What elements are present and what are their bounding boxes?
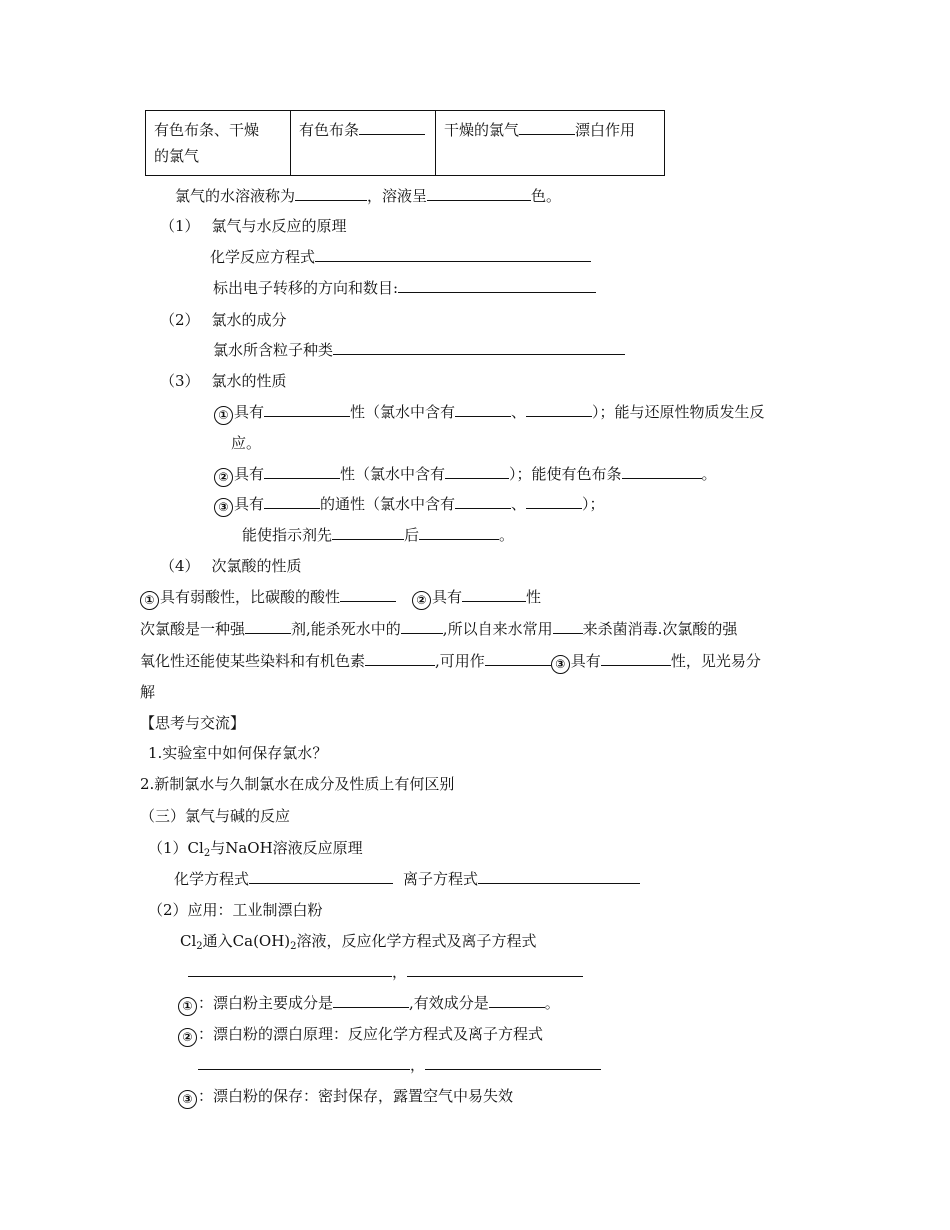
fill-blank[interactable] [398, 278, 596, 293]
section-title: 氯水的成分 [211, 311, 287, 329]
text: 后 [404, 526, 420, 544]
fill-blank[interactable] [264, 402, 350, 417]
circled-number: ① [140, 591, 159, 610]
text: 性，见光易分 [670, 652, 761, 670]
fill-blank[interactable] [264, 464, 340, 479]
property-1-continued [231, 433, 261, 453]
subscript: 2 [196, 941, 203, 952]
text: 具有 [432, 588, 463, 606]
section-2-heading [160, 310, 287, 330]
text: （1）Cl [148, 839, 204, 857]
section-title: 氯水的性质 [211, 372, 287, 390]
fill-blank[interactable] [519, 120, 575, 135]
hclo-property-line-3 [140, 651, 761, 674]
fill-blank[interactable] [553, 619, 583, 634]
fill-blank[interactable] [295, 186, 367, 201]
particles-line [213, 340, 625, 360]
subscript: 2 [290, 941, 297, 952]
circled-number: ① [214, 406, 233, 425]
text: ：漂白粉主要成分是 [198, 994, 334, 1012]
fill-blank[interactable] [359, 120, 425, 135]
naoh-reaction-heading [148, 838, 363, 864]
fill-blank[interactable] [188, 962, 392, 977]
equation-line [210, 247, 591, 267]
application-heading [148, 900, 323, 920]
text: ,可用作 [435, 652, 485, 670]
text: 性（氯水中含有 [340, 465, 446, 483]
text: ：漂白粉的漂白原理：反应化学方程式及离子方程式 [198, 1025, 544, 1043]
table-cell-3 [436, 111, 665, 176]
section-3-heading [160, 371, 287, 391]
bleach-blanks-line [198, 1055, 601, 1075]
text: 氯气的水溶液称为 [175, 187, 296, 205]
caoh2-blanks-line [188, 962, 583, 982]
circled-number: ③ [214, 498, 233, 517]
property-3-continued [242, 525, 514, 545]
text: 具有 [570, 652, 601, 670]
fill-blank[interactable] [333, 993, 409, 1008]
text: 标出电子转移的方向和数目: [213, 279, 399, 297]
text: 具有 [234, 403, 265, 421]
comparison-table [145, 110, 665, 176]
text: 化学反应方程式 [210, 248, 316, 266]
text: 。 [544, 994, 560, 1012]
fill-blank[interactable] [478, 869, 640, 884]
fill-blank[interactable] [601, 651, 671, 666]
text: 、 [511, 495, 527, 513]
bleach-item-3 [178, 1086, 513, 1109]
text: 的通性（氯水中含有 [320, 495, 456, 513]
section-title: 次氯酸的性质 [211, 557, 302, 575]
text: 2.新制氯水与久制氯水在成分及性质上有何区别 [140, 775, 455, 793]
circled-number: ② [412, 591, 431, 610]
circled-number: ③ [551, 655, 570, 674]
section-4-heading [160, 556, 302, 576]
section-number: （4） [160, 557, 200, 575]
question-2 [140, 774, 454, 794]
text: ）；能与还原性物质发生反 [592, 403, 765, 421]
text: ）；能使有色布条 [509, 465, 622, 483]
fill-blank[interactable] [365, 651, 435, 666]
fill-blank[interactable] [462, 587, 526, 602]
text: 具有弱酸性，比碳酸的酸性 [160, 588, 341, 606]
text: 氧化性还能使某些染料和有机色素 [140, 652, 366, 670]
section-number: （1） [160, 217, 200, 235]
fill-blank[interactable] [407, 962, 583, 977]
fill-blank[interactable] [427, 186, 531, 201]
text: 。 [499, 526, 515, 544]
part-3-heading [140, 806, 290, 826]
section-1-heading [160, 216, 347, 236]
table-cell-2 [291, 111, 436, 176]
text: 通入Ca(OH) [202, 932, 291, 950]
cell-text: 有色布条、干燥 [154, 121, 260, 139]
text: 解 [140, 683, 156, 701]
text: 。 [701, 465, 717, 483]
text: ，溶液呈 [367, 187, 428, 205]
text: ， [392, 963, 408, 981]
text: 应。 [231, 434, 262, 452]
text: 性 [526, 588, 542, 606]
fill-blank[interactable] [485, 651, 551, 666]
text: 离子方程式 [403, 870, 479, 888]
table-row [146, 111, 665, 176]
text: ， [410, 1056, 426, 1074]
property-3-line [214, 494, 605, 517]
text: 色。 [531, 187, 562, 205]
text: 溶液，反应化学方程式及离子方程式 [296, 932, 537, 950]
question-1 [148, 743, 327, 763]
fill-blank[interactable] [489, 993, 545, 1008]
cell-text: 干燥的氯气 [444, 121, 520, 139]
circled-number: ① [178, 997, 197, 1016]
text: ：漂白粉的保存：密封保存，露置空气中易失效 [198, 1087, 514, 1105]
circled-number: ② [214, 468, 233, 487]
think-heading [140, 713, 245, 733]
electron-transfer-line [213, 278, 596, 298]
property-1-line [214, 402, 765, 425]
intro-line [175, 186, 561, 206]
fill-blank[interactable] [425, 1055, 601, 1070]
text: 能使指示剂先 [242, 526, 333, 544]
cell-text: 有色布条 [299, 121, 360, 139]
fill-blank[interactable] [622, 464, 702, 479]
text: 次氯酸是一种强 [140, 620, 246, 638]
text: 【思考与交流】 [140, 714, 246, 732]
fill-blank[interactable] [340, 587, 396, 602]
subscript: 2 [203, 848, 211, 859]
bleach-item-1 [178, 993, 560, 1016]
fill-blank[interactable] [245, 619, 291, 634]
circled-number: ③ [178, 1090, 197, 1109]
section-number: （2） [160, 311, 200, 329]
text: 、 [511, 403, 527, 421]
text: （三）氯气与碱的反应 [140, 807, 291, 825]
fill-blank[interactable] [526, 402, 592, 417]
fill-blank[interactable] [445, 464, 509, 479]
text: 具有 [234, 495, 265, 513]
text: 氯水所含粒子种类 [213, 341, 334, 359]
text: （2）应用：工业制漂白粉 [148, 901, 323, 919]
fill-blank[interactable] [315, 247, 591, 262]
circled-number: ② [178, 1028, 197, 1047]
text: ,所以自来水常用 [442, 620, 553, 638]
text: 性（氯水中含有 [350, 403, 456, 421]
fill-blank[interactable] [332, 525, 404, 540]
fill-blank[interactable] [198, 1055, 410, 1070]
text: 来杀菌消毒.次氯酸的强 [582, 620, 738, 638]
text: 与NaOH溶液反应原理 [210, 839, 363, 857]
hclo-property-line-2 [140, 619, 737, 639]
fill-blank[interactable] [264, 494, 320, 509]
fill-blank[interactable] [249, 869, 393, 884]
cell-text: 的氯气 [154, 147, 200, 165]
hclo-property-line-4 [140, 682, 155, 702]
caoh2-reaction-line [180, 931, 537, 957]
naoh-equations-line [174, 869, 640, 889]
fill-blank[interactable] [333, 340, 625, 355]
property-2-line [214, 464, 717, 487]
cell-text: 漂白作用 [575, 121, 636, 139]
text: ,有效成分是 [409, 994, 489, 1012]
fill-blank[interactable] [401, 619, 443, 634]
text: Cl [180, 932, 197, 950]
fill-blank[interactable] [526, 494, 582, 509]
fill-blank[interactable] [455, 494, 511, 509]
fill-blank[interactable] [419, 525, 499, 540]
text: ）； [582, 495, 605, 513]
text: 剂,能杀死水中的 [291, 620, 401, 638]
bleach-item-2 [178, 1024, 543, 1047]
fill-blank[interactable] [455, 402, 511, 417]
table-cell-1 [146, 111, 291, 176]
section-number: （3） [160, 372, 200, 390]
section-title: 氯气与水反应的原理 [211, 217, 347, 235]
text: 化学方程式 [174, 870, 250, 888]
text: 具有 [234, 465, 265, 483]
text: 1.实验室中如何保存氯水？ [148, 744, 328, 762]
hclo-property-line-1 [140, 587, 541, 610]
